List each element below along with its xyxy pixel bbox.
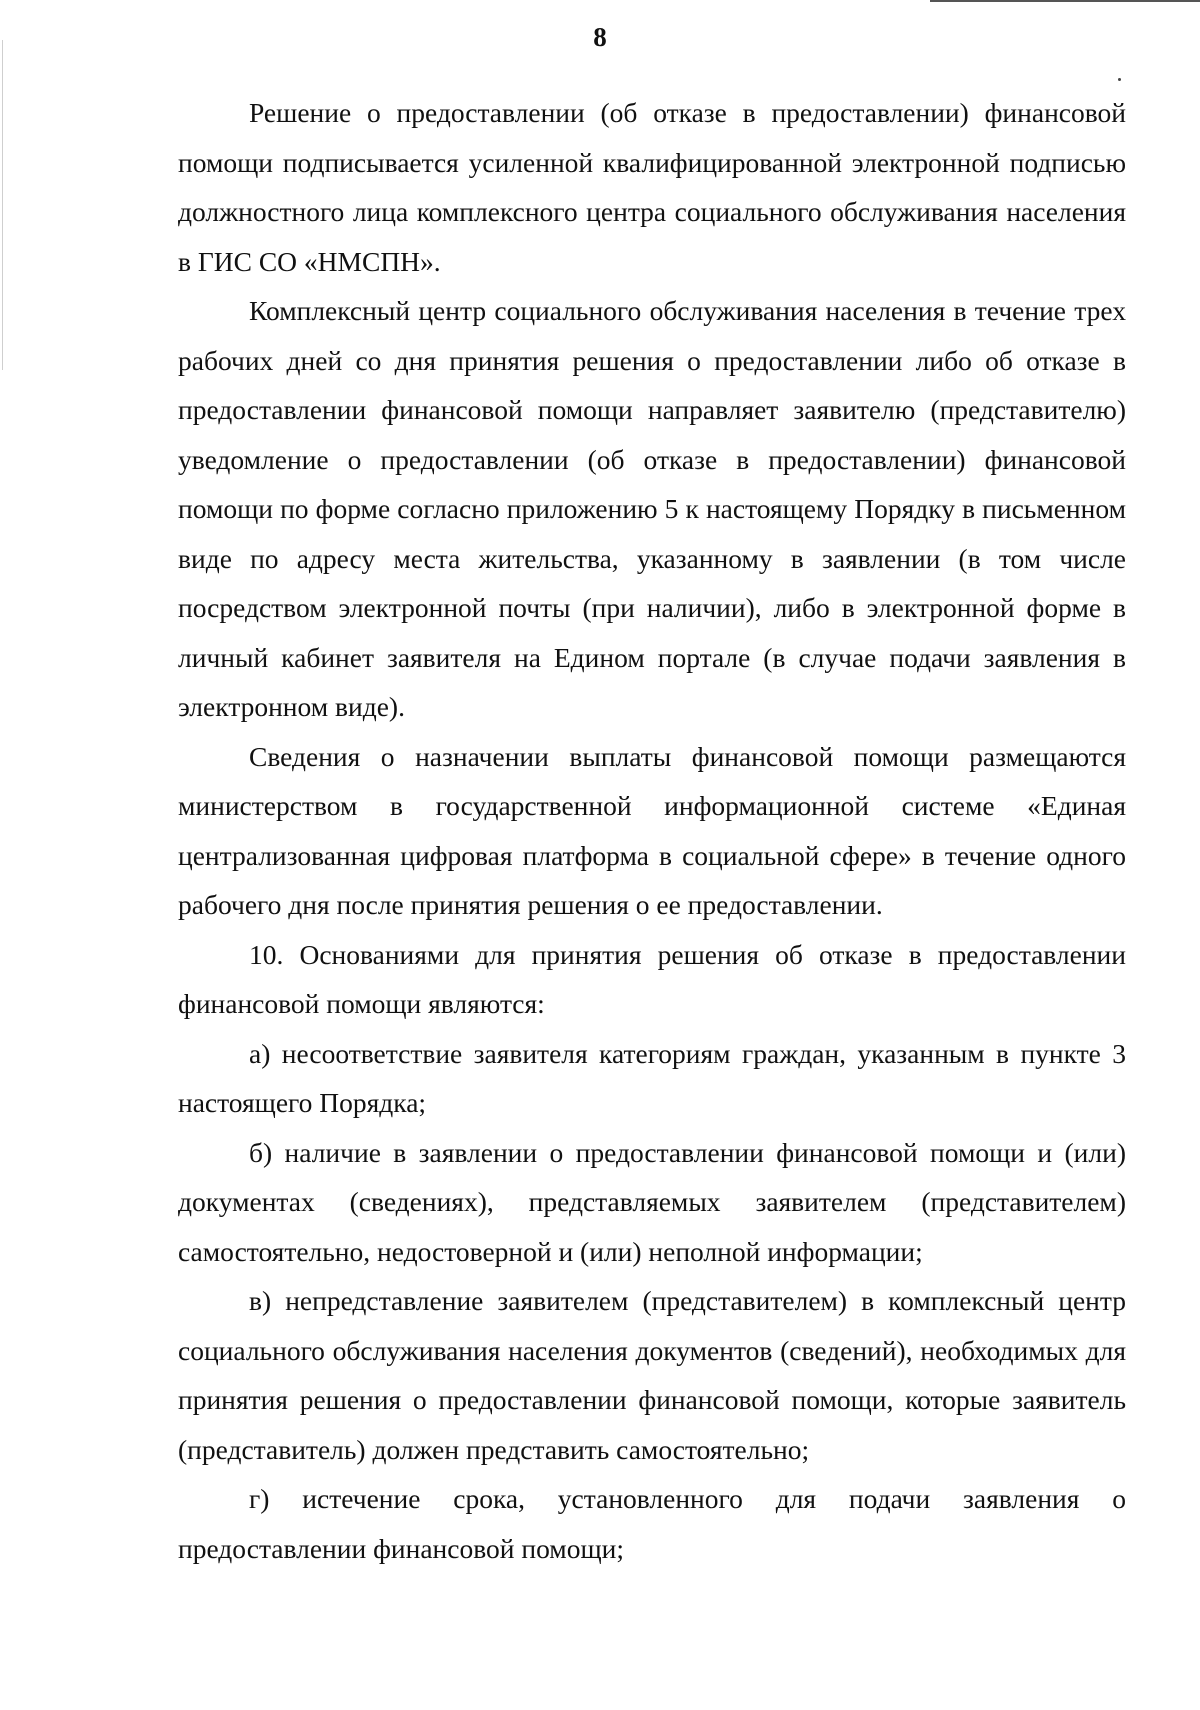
list-item-a: а) несоответствие заявителя категориям граждан, указанным в пункте 3 настоящего Порядка;	[178, 1037, 1126, 1118]
paragraph-decision-signature: Решение о предоставлении (об отказе в предоставлении) финансовой помощи подписывается усиленной квалифицированной электронной подписью должностного лица комплексного центра социального обслуживания населения в ГИС СО «НМСПН».	[178, 97, 1126, 277]
paragraph-refusal-grounds: 10. Основаниями для принятия решения об отказе в предоставлении финансовой помощи являются:	[178, 938, 1126, 1019]
list-item-b: б) наличие в заявлении о предоставлении финансовой помощи и (или) документах (сведениях), представляемых заявителем (представителем) самостоятельно, недостоверной и (или) неполной информации;	[178, 1136, 1126, 1267]
scan-edge-line	[930, 0, 1200, 2]
page-number: 8	[593, 22, 607, 52]
document-body	[178, 88, 1126, 1573]
scan-margin-line	[2, 40, 3, 370]
list-item-v: в) непредставление заявителем (представителем) в комплексный центр социального обслуживания населения документов (сведений), необходимых для принятия решения о предоставлении финансовой помощи, которые заявитель (представитель) должен представить самостоятельно;	[178, 1285, 1126, 1465]
scan-speck	[1118, 78, 1121, 81]
paragraph-payment-info: Сведения о назначении выплаты финансовой помощи размещаются министерством в государственной информационной системе «Единая централизованная цифровая платформа в социальной сфере» в течение одного рабочего дня после принятия решения о ее предоставлении.	[178, 740, 1126, 920]
list-item-g: г) истечение срока, установленного для подачи заявления о предоставлении финансовой помощи;	[178, 1483, 1126, 1564]
paragraph-notification: Комплексный центр социального обслуживания населения в течение трех рабочих дней со дня принятия решения о предоставлении либо об отказе в предоставлении финансовой помощи направляет заявителю (представителю) уведомление о предоставлении (об отказе в предоставлении) финансовой помощи по форме согласно приложению 5 к настоящему Порядку в письменном виде по адресу места жительства, указанному в заявлении (в том числе посредством электронной почты (при наличии), либо в электронной форме в личный кабинет заявителя на Едином портале (в случае подачи заявления в электронном виде).	[178, 295, 1126, 722]
